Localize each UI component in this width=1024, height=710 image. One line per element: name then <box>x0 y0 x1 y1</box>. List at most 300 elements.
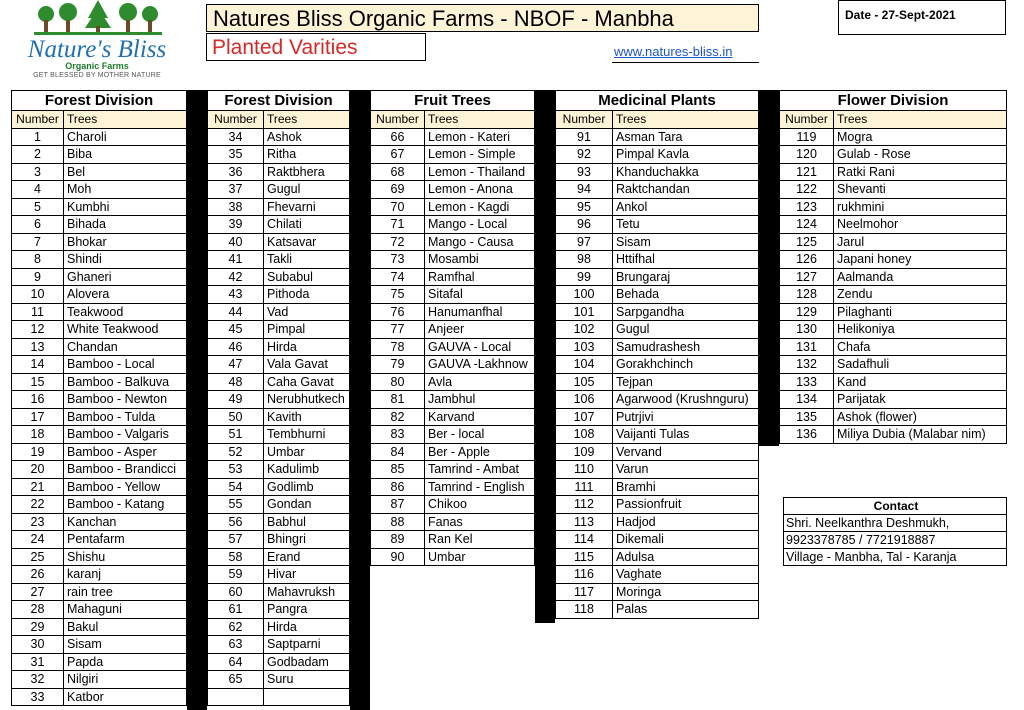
table-row <box>12 653 187 671</box>
tree-name: Lemon - Thailand <box>425 163 535 181</box>
website-link[interactable]: www.natures-bliss.in <box>614 44 733 59</box>
table-row <box>556 583 759 601</box>
row-number: 83 <box>371 426 425 444</box>
tree-name: Samudrashesh <box>613 338 759 356</box>
row-number: 21 <box>12 478 64 496</box>
tree-name: Hirda <box>264 618 350 636</box>
row-number: 12 <box>12 321 64 339</box>
tree-name: GAUVA -Lakhnow <box>425 356 535 374</box>
page-title: Natures Bliss Organic Farms - NBOF - Manbha <box>206 4 759 32</box>
tree-name: Kavith <box>264 408 350 426</box>
tree-name: Putrjivi <box>613 408 759 426</box>
tree-name: Jambhul <box>425 391 535 409</box>
tree-name: Tamrind - Ambat <box>425 461 535 479</box>
table-row <box>12 688 187 706</box>
table-row <box>208 128 350 146</box>
tree-name: Pentafarm <box>64 531 187 549</box>
tree-name: GAUVA - Local <box>425 338 535 356</box>
tree-name: Shevanti <box>834 181 1007 199</box>
row-number: 90 <box>371 548 425 566</box>
table-row <box>371 391 535 409</box>
row-number: 97 <box>556 233 613 251</box>
table-row <box>208 426 350 444</box>
row-number: 14 <box>12 356 64 374</box>
row-number: 123 <box>780 198 834 216</box>
tree-name: Hanumanfhal <box>425 303 535 321</box>
tree-name: Chikoo <box>425 496 535 514</box>
tree-name: Mogra <box>834 128 1007 146</box>
row-number: 2 <box>12 146 64 164</box>
tree-name: Biba <box>64 146 187 164</box>
row-number: 89 <box>371 531 425 549</box>
row-number: 26 <box>12 566 64 584</box>
table-row <box>12 251 187 269</box>
tree-name: Gugul <box>264 181 350 199</box>
tree-name: Godbadam <box>264 653 350 671</box>
table-row <box>208 408 350 426</box>
row-number: 96 <box>556 216 613 234</box>
table-row <box>12 583 187 601</box>
table-row <box>556 443 759 461</box>
tree-name: rain tree <box>64 583 187 601</box>
row-number: 39 <box>208 216 264 234</box>
table-row <box>12 128 187 146</box>
tree-name: Nerubhutkech <box>264 391 350 409</box>
row-number: 69 <box>371 181 425 199</box>
row-number: 114 <box>556 531 613 549</box>
table-row <box>780 286 1007 304</box>
tree-name: Saptparni <box>264 636 350 654</box>
row-number: 99 <box>556 268 613 286</box>
row-number: 135 <box>780 408 834 426</box>
table-row <box>371 233 535 251</box>
tree-name: Caha Gavat <box>264 373 350 391</box>
row-number: 70 <box>371 198 425 216</box>
website-underline <box>612 62 759 63</box>
row-number: 48 <box>208 373 264 391</box>
row-number: 115 <box>556 548 613 566</box>
tree-name: Dikemali <box>613 531 759 549</box>
table-row <box>780 268 1007 286</box>
tree-name: Lemon - Kagdi <box>425 198 535 216</box>
row-number: 118 <box>556 601 613 619</box>
tree-name: Moringa <box>613 583 759 601</box>
table-row <box>780 338 1007 356</box>
table-row <box>208 513 350 531</box>
tree-name: Khanduchakka <box>613 163 759 181</box>
table-row <box>208 233 350 251</box>
column-header-number: Number <box>371 111 425 129</box>
table-row <box>208 268 350 286</box>
column-header-trees: Trees <box>613 111 759 129</box>
table-row <box>371 146 535 164</box>
row-number: 46 <box>208 338 264 356</box>
row-number: 22 <box>12 496 64 514</box>
row-number: 49 <box>208 391 264 409</box>
tree-name: Chafa <box>834 338 1007 356</box>
tree-name: White Teakwood <box>64 321 187 339</box>
row-number: 133 <box>780 373 834 391</box>
table-row <box>371 198 535 216</box>
tree-name: Ratki Rani <box>834 163 1007 181</box>
row-number: 130 <box>780 321 834 339</box>
table-row <box>556 601 759 619</box>
table-row <box>556 286 759 304</box>
tree-name: Kumbhi <box>64 198 187 216</box>
row-number: 122 <box>780 181 834 199</box>
logo-subtitle: Organic Farms <box>65 61 129 71</box>
table-row <box>208 566 350 584</box>
tree-name: Japani honey <box>834 251 1007 269</box>
row-number: 78 <box>371 338 425 356</box>
tree-name: Bamboo - Balkuva <box>64 373 187 391</box>
tree-name: Vaghate <box>613 566 759 584</box>
row-number: 107 <box>556 408 613 426</box>
tree-name: Umbar <box>264 443 350 461</box>
table-row <box>371 303 535 321</box>
table-row <box>780 163 1007 181</box>
row-number: 37 <box>208 181 264 199</box>
tree-name: Moh <box>64 181 187 199</box>
row-number: 27 <box>12 583 64 601</box>
table-row <box>371 286 535 304</box>
table-row <box>780 251 1007 269</box>
table-row <box>208 286 350 304</box>
table-row <box>12 601 187 619</box>
tree-name: Hivar <box>264 566 350 584</box>
tree-name: Gulab - Rose <box>834 146 1007 164</box>
row-number: 121 <box>780 163 834 181</box>
row-number: 82 <box>371 408 425 426</box>
table-row <box>208 601 350 619</box>
row-number: 110 <box>556 461 613 479</box>
row-number: 104 <box>556 356 613 374</box>
table-row <box>556 216 759 234</box>
tree-name: Teakwood <box>64 303 187 321</box>
row-number: 43 <box>208 286 264 304</box>
row-number: 102 <box>556 321 613 339</box>
column-header-number: Number <box>208 111 264 129</box>
row-number: 36 <box>208 163 264 181</box>
tree-name: Zendu <box>834 286 1007 304</box>
row-number: 11 <box>12 303 64 321</box>
row-number: 60 <box>208 583 264 601</box>
tree-name: Kanchan <box>64 513 187 531</box>
row-number: 40 <box>208 233 264 251</box>
logo-tagline: GET BLESSED BY MOTHER NATURE <box>33 72 161 79</box>
row-number: 129 <box>780 303 834 321</box>
tree-name: Kadulimb <box>264 461 350 479</box>
row-number: 85 <box>371 461 425 479</box>
row-number: 56 <box>208 513 264 531</box>
table-row <box>371 443 535 461</box>
tree-name: Hirda <box>264 338 350 356</box>
tree-name: Mango - Local <box>425 216 535 234</box>
tree-name: Passionfruit <box>613 496 759 514</box>
tree-name: Sisam <box>613 233 759 251</box>
table-row <box>556 338 759 356</box>
table-row <box>371 373 535 391</box>
row-number: 87 <box>371 496 425 514</box>
row-number: 15 <box>12 373 64 391</box>
table-row <box>12 321 187 339</box>
tree-name: Vaijanti Tulas <box>613 426 759 444</box>
table-row <box>12 548 187 566</box>
table-row <box>12 286 187 304</box>
tree-name: Bhokar <box>64 233 187 251</box>
row-number: 94 <box>556 181 613 199</box>
row-number: 100 <box>556 286 613 304</box>
row-number: 61 <box>208 601 264 619</box>
division-forest-2 <box>207 90 350 706</box>
tree-name: Gondan <box>264 496 350 514</box>
row-number: 68 <box>371 163 425 181</box>
tree-name: Bakul <box>64 618 187 636</box>
row-number: 13 <box>12 338 64 356</box>
page-subtitle: Planted Varities <box>206 33 426 61</box>
table-row <box>556 566 759 584</box>
row-number: 20 <box>12 461 64 479</box>
table-row <box>556 163 759 181</box>
row-number: 51 <box>208 426 264 444</box>
row-number: 132 <box>780 356 834 374</box>
table-row <box>12 338 187 356</box>
table-row <box>208 653 350 671</box>
table-row <box>12 373 187 391</box>
row-number: 50 <box>208 408 264 426</box>
logo-name: Nature's Bliss <box>27 36 167 63</box>
table-row <box>780 233 1007 251</box>
tree-name: Tetu <box>613 216 759 234</box>
row-number: 77 <box>371 321 425 339</box>
tree-name: Ghaneri <box>64 268 187 286</box>
tree-name: Mahavruksh <box>264 583 350 601</box>
tree-name: Subabul <box>264 268 350 286</box>
table-row <box>208 391 350 409</box>
table-row <box>780 216 1007 234</box>
row-number: 72 <box>371 233 425 251</box>
tree-name: Ashok (flower) <box>834 408 1007 426</box>
table-row <box>12 566 187 584</box>
row-number: 71 <box>371 216 425 234</box>
row-number: 53 <box>208 461 264 479</box>
tree-name: Sisam <box>64 636 187 654</box>
table-row <box>556 461 759 479</box>
row-number: 79 <box>371 356 425 374</box>
row-number: 9 <box>12 268 64 286</box>
row-number: 18 <box>12 426 64 444</box>
tree-name: Gugul <box>613 321 759 339</box>
contact-title: Contact <box>784 498 1007 515</box>
tree-name: Lemon - Simple <box>425 146 535 164</box>
tree-name: Pimpal Kavla <box>613 146 759 164</box>
tree-name: Shindi <box>64 251 187 269</box>
tree-name: Pangra <box>264 601 350 619</box>
tree-name: Katbor <box>64 688 187 706</box>
tree-name: Mango - Causa <box>425 233 535 251</box>
table-row <box>208 303 350 321</box>
tree-name: Ramfhal <box>425 268 535 286</box>
tree-name: Miliya Dubia (Malabar nim) <box>834 426 1007 444</box>
table-row <box>208 548 350 566</box>
row-number: 5 <box>12 198 64 216</box>
table-row <box>371 461 535 479</box>
table-row <box>371 496 535 514</box>
row-number: 98 <box>556 251 613 269</box>
tree-name: Kand <box>834 373 1007 391</box>
tree-name: Bamboo - Asper <box>64 443 187 461</box>
table-row <box>556 356 759 374</box>
row-number: 59 <box>208 566 264 584</box>
table-row <box>12 146 187 164</box>
table-row <box>371 163 535 181</box>
table-row <box>556 321 759 339</box>
row-number: 74 <box>371 268 425 286</box>
tree-name: Godlimb <box>264 478 350 496</box>
table-row <box>371 181 535 199</box>
division-title: Forest Division <box>208 91 350 111</box>
row-number: 64 <box>208 653 264 671</box>
row-number: 58 <box>208 548 264 566</box>
row-number: 3 <box>12 163 64 181</box>
table-row <box>556 146 759 164</box>
table-row <box>208 688 350 706</box>
division-fruit <box>370 90 535 566</box>
division-forest-1 <box>11 90 187 706</box>
table-row <box>780 408 1007 426</box>
division-title: Fruit Trees <box>371 91 535 111</box>
tree-name: rukhmini <box>834 198 1007 216</box>
tree-name: Brungaraj <box>613 268 759 286</box>
tree-name: Babhul <box>264 513 350 531</box>
table-row <box>371 338 535 356</box>
table-row <box>12 671 187 689</box>
row-number: 91 <box>556 128 613 146</box>
column-header-trees: Trees <box>425 111 535 129</box>
tree-name: Vala Gavat <box>264 356 350 374</box>
row-number: 131 <box>780 338 834 356</box>
table-row <box>208 321 350 339</box>
logo <box>12 0 182 86</box>
table-row <box>556 496 759 514</box>
row-number: 88 <box>371 513 425 531</box>
table-row <box>556 408 759 426</box>
row-number: 31 <box>12 653 64 671</box>
row-number: 120 <box>780 146 834 164</box>
tree-name: Pithoda <box>264 286 350 304</box>
table-row <box>12 268 187 286</box>
table-row <box>208 163 350 181</box>
tree-name: Parijatak <box>834 391 1007 409</box>
row-number: 80 <box>371 373 425 391</box>
tree-name: Asman Tara <box>613 128 759 146</box>
row-number: 24 <box>12 531 64 549</box>
table-row <box>371 513 535 531</box>
table-row <box>371 251 535 269</box>
row-number: 127 <box>780 268 834 286</box>
tree-name: Neelmohor <box>834 216 1007 234</box>
tree-name: Ran Kel <box>425 531 535 549</box>
table-row <box>556 513 759 531</box>
row-number: 134 <box>780 391 834 409</box>
row-number: 1 <box>12 128 64 146</box>
separator-bar <box>350 90 370 710</box>
table-row <box>371 216 535 234</box>
tree-name: Helikoniya <box>834 321 1007 339</box>
table-row <box>12 408 187 426</box>
column-header-trees: Trees <box>64 111 187 129</box>
row-number: 29 <box>12 618 64 636</box>
row-number: 30 <box>12 636 64 654</box>
table-row <box>556 251 759 269</box>
tree-name: Pilaghanti <box>834 303 1007 321</box>
table-row <box>12 181 187 199</box>
trees-logo-icon <box>30 0 166 36</box>
table-row <box>371 478 535 496</box>
table-row <box>556 181 759 199</box>
table-row <box>12 163 187 181</box>
tree-name: Chilati <box>264 216 350 234</box>
row-number: 117 <box>556 583 613 601</box>
table-row <box>208 531 350 549</box>
table-row <box>556 426 759 444</box>
tree-name: Mosambi <box>425 251 535 269</box>
table-row <box>12 531 187 549</box>
table-row <box>208 146 350 164</box>
table-row <box>208 373 350 391</box>
table-row <box>780 198 1007 216</box>
separator-bar <box>187 90 207 710</box>
table-row <box>12 198 187 216</box>
tree-name: Ber - Apple <box>425 443 535 461</box>
row-number: 19 <box>12 443 64 461</box>
table-row <box>12 636 187 654</box>
tree-name: Fanas <box>425 513 535 531</box>
table-row <box>780 373 1007 391</box>
tree-name: Gorakhchinch <box>613 356 759 374</box>
row-number: 57 <box>208 531 264 549</box>
row-number: 73 <box>371 251 425 269</box>
table-row <box>208 216 350 234</box>
table-row <box>12 391 187 409</box>
table-row <box>556 233 759 251</box>
table-row <box>12 356 187 374</box>
tree-name: karanj <box>64 566 187 584</box>
row-number: 93 <box>556 163 613 181</box>
table-row <box>208 478 350 496</box>
row-number: 111 <box>556 478 613 496</box>
table-row <box>780 128 1007 146</box>
row-number: 119 <box>780 128 834 146</box>
contact-box <box>783 497 1007 566</box>
tree-name: Sarpgandha <box>613 303 759 321</box>
row-number: 86 <box>371 478 425 496</box>
table-row <box>12 618 187 636</box>
table-row <box>780 391 1007 409</box>
tree-name: Bamboo - Brandicci <box>64 461 187 479</box>
tree-name: Tembhurni <box>264 426 350 444</box>
division-medicinal <box>555 90 759 619</box>
row-number: 103 <box>556 338 613 356</box>
tree-name: Jarul <box>834 233 1007 251</box>
row-number: 95 <box>556 198 613 216</box>
table-row <box>780 303 1007 321</box>
tree-name: Bamboo - Local <box>64 356 187 374</box>
tree-name: Httifhal <box>613 251 759 269</box>
row-number: 6 <box>12 216 64 234</box>
row-number: 136 <box>780 426 834 444</box>
contact-phone: 9923378785 / 7721918887 <box>784 532 1007 549</box>
